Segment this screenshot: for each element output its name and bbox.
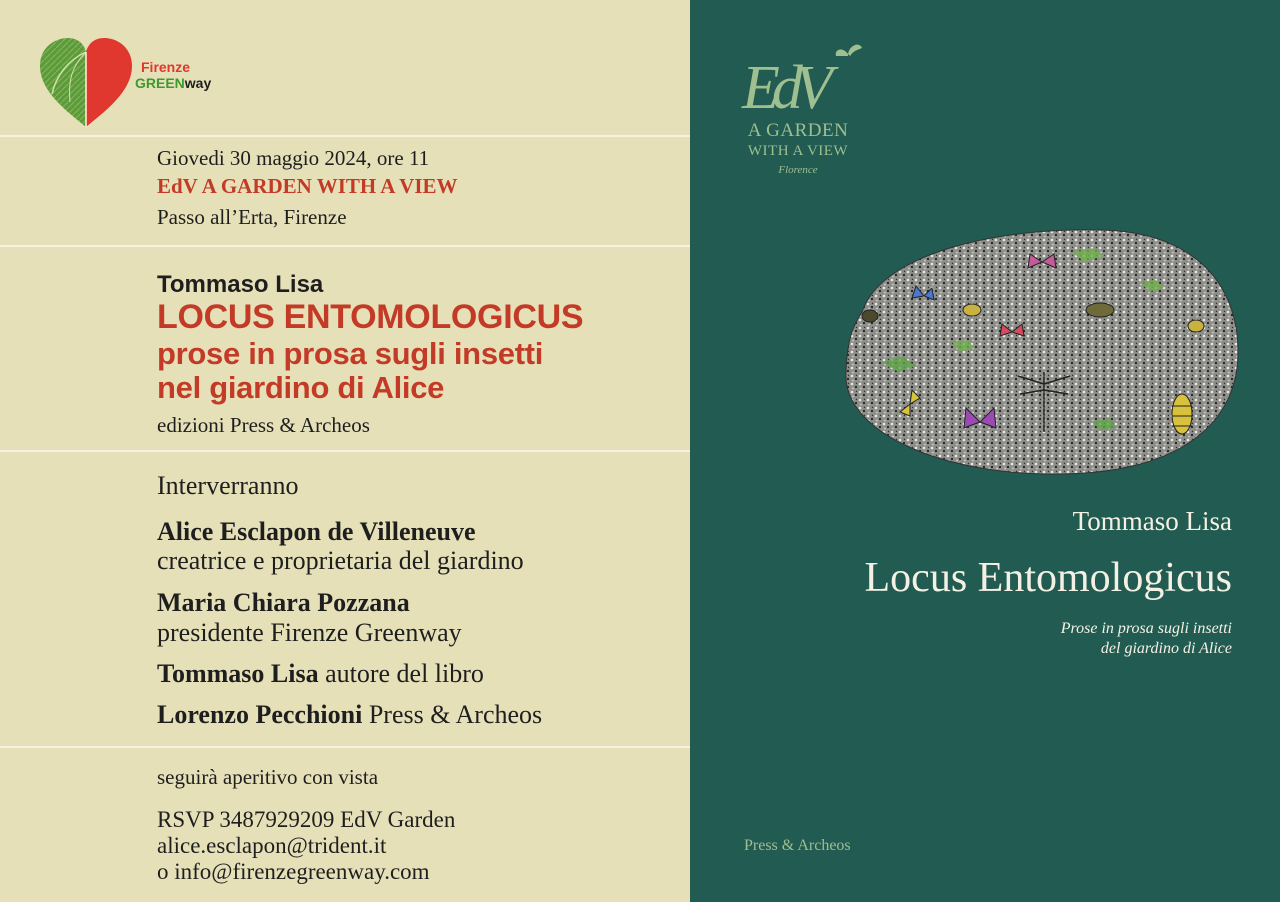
heart-leaf-icon — [38, 36, 134, 128]
speaker-4-role: Press & Archeos — [368, 700, 543, 729]
event-date: Giovedi 30 maggio 2024, ore 11 — [157, 146, 430, 170]
bee — [1086, 303, 1114, 317]
cover-publisher: Press & Archeos — [744, 837, 851, 854]
speaker-4 — [157, 700, 542, 730]
cover-subtitle-1: Prose in prosa sugli insetti — [1060, 620, 1232, 637]
speaker-1-name: Alice Esclapon de Villeneuve — [157, 517, 476, 546]
speaker-1-role: creatrice e proprietaria del giardino — [157, 546, 524, 575]
garden-line-1: A GARDEN — [747, 120, 849, 141]
divider — [0, 245, 690, 247]
divider — [0, 450, 690, 452]
garden-line-2: WITH A VIEW — [747, 143, 849, 159]
speaker-2-role: presidente Firenze Greenway — [157, 618, 462, 647]
beetle — [862, 310, 878, 322]
edv-monogram-icon — [736, 40, 866, 122]
garden-city: Florence — [778, 164, 818, 176]
edv-monogram: EdV — [742, 54, 825, 122]
speaker-2-name: Maria Chiara Pozzana — [157, 588, 410, 617]
logo-firenze: Firenze — [141, 59, 191, 75]
insect-garden-illustration — [842, 222, 1242, 480]
aperitivo-note: seguirà aperitivo con vista — [157, 765, 379, 789]
book-cover — [690, 0, 1280, 902]
rsvp-email-1: alice.esclapon@trident.it — [157, 833, 387, 858]
cover-title: Locus Entomologicus — [864, 555, 1232, 601]
rsvp-email-2: o info@firenzegreenway.com — [157, 859, 430, 884]
cover-author: Tommaso Lisa — [1072, 506, 1232, 536]
book-author: Tommaso Lisa — [157, 271, 324, 298]
book-subtitle-2: nel giardino di Alice — [157, 370, 445, 405]
speaker-3-role: autore del libro — [325, 659, 484, 688]
event-address: Passo all’Erta, Firenze — [157, 205, 347, 229]
book-subtitle-1: prose in prosa sugli insetti — [157, 336, 544, 371]
speaker-4-name: Lorenzo Pecchioni — [157, 700, 363, 729]
logo-greenway: GREENway — [135, 75, 212, 91]
cover-subtitle-2: del giardino di Alice — [1100, 640, 1232, 657]
speaker-3 — [157, 659, 484, 689]
rsvp-line: RSVP 3487929209 EdV Garden — [157, 807, 456, 832]
divider — [0, 135, 690, 137]
bee — [963, 304, 981, 316]
book-publisher: edizioni Press & Archeos — [157, 413, 370, 437]
event-venue: EdV A GARDEN WITH A VIEW — [157, 174, 458, 198]
bee — [1172, 394, 1192, 434]
edv-garden-logo — [728, 40, 888, 180]
speakers-heading: Interverranno — [157, 471, 299, 500]
firenze-greenway-logo — [38, 36, 238, 130]
book-title: LOCUS ENTOMOLOGICUS — [157, 298, 584, 336]
speaker-3-name: Tommaso Lisa — [157, 659, 319, 688]
divider — [0, 746, 690, 748]
bee — [1188, 320, 1204, 332]
